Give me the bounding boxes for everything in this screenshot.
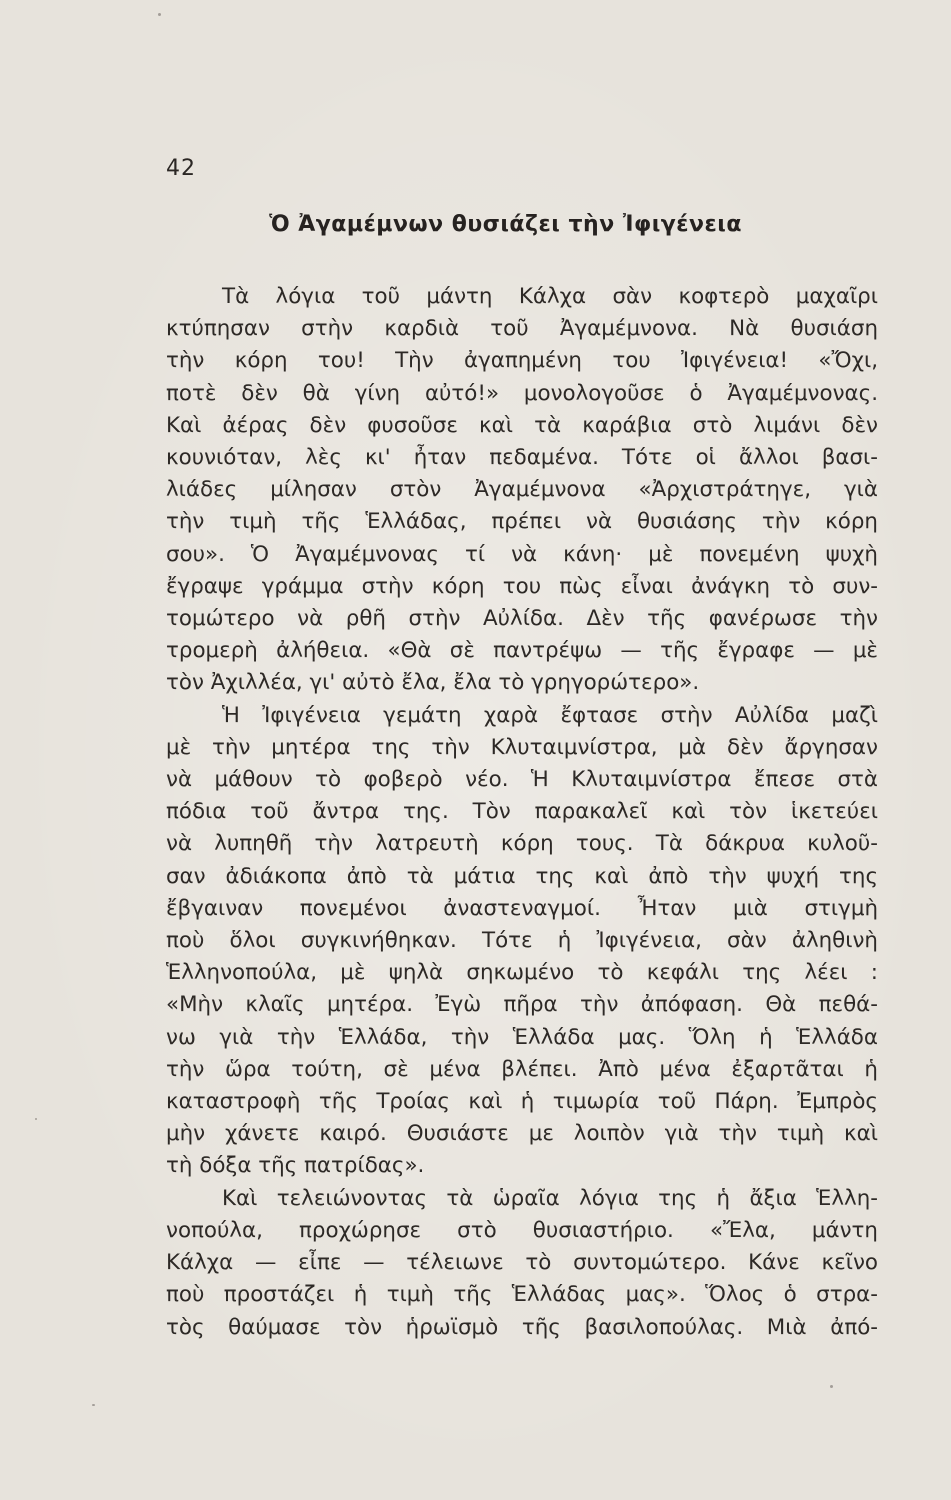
text-line: νὰ λυπηθῆ τὴν λατρευτὴ κόρη τους. Τὰ δάκρυα κυλοῦ- xyxy=(166,831,878,857)
text-line: τὴ δόξα τῆς πατρίδας». xyxy=(166,1153,425,1179)
text-line: Καὶ ἀέρας δὲν φυσοῦσε καὶ τὰ καράβια στὸ λιμάνι δὲν xyxy=(166,412,878,438)
text-line: μὲ τὴν μητέρα της τὴν Κλυταιμνίστρα, μὰ δὲν ἄργησαν xyxy=(166,734,878,760)
page-number: 42 xyxy=(166,156,196,181)
text-line: τρομερὴ ἀλήθεια. «Θὰ σὲ παντρέψω — τῆς ἔγραφε — μὲ xyxy=(166,638,878,664)
text-line: σαν ἀδιάκοπα ἀπὸ τὰ μάτια της καὶ ἀπὸ τὴν ψυχή της xyxy=(166,863,878,889)
text-line: τὴν κόρη του! Τὴν ἀγαπημένη του Ἰφιγένεια! «Ὄχι, xyxy=(166,348,878,374)
text-line: τὸν Ἀχιλλέα, γι' αὐτὸ ἔλα, ἔλα τὸ γρηγορώτερο». xyxy=(166,670,700,696)
text-line: ποὺ ὅλοι συγκινήθηκαν. Τότε ἡ Ἰφιγένεια, σὰν ἀληθινὴ xyxy=(166,928,878,954)
text-line: Κάλχα — εἶπε — τέλειωνε τὸ συντομώτερο. Κάνε κεῖνο xyxy=(166,1250,878,1276)
text-line: νὰ μάθουν τὸ φοβερὸ νέο. Ἡ Κλυταιμνίστρα ἔπεσε στὰ xyxy=(166,767,878,793)
text-line: τομώτερο νὰ ρθῆ στὴν Αὐλίδα. Δὲν τῆς φανέρωσε τὴν xyxy=(166,606,878,632)
text-line: Ἡ Ἰφιγένεια γεμάτη χαρὰ ἔφτασε στὴν Αὐλίδα μαζὶ xyxy=(222,702,878,728)
text-line: ποτὲ δὲν θὰ γίνη αὐτό!» μονολογοῦσε ὁ Ἀγαμέμνονας. xyxy=(166,380,878,406)
text-line: κουνιόταν, λὲς κι' ἦταν πεδαμένα. Τότε οἱ ἄλλοι βασι- xyxy=(166,445,878,471)
text-line: τὴν τιμὴ τῆς Ἑλλάδας, πρέπει νὰ θυσιάσης τὴν κόρη xyxy=(166,509,878,535)
text-line: τὸς θαύμασε τὸν ἡρωϊσμὸ τῆς βασιλοπούλας. Μιὰ ἀπό- xyxy=(166,1314,878,1340)
paper-speck xyxy=(830,1385,833,1388)
text-line: μὴν χάνετε καιρό. Θυσιάστε με λοιπὸν γιὰ τὴν τιμὴ καὶ xyxy=(166,1121,878,1147)
text-line: ἔγραψε γράμμα στὴν κόρη του πὼς εἶναι ἀνάγκη τὸ συν- xyxy=(166,573,878,599)
text-line: «Μὴν κλαῖς μητέρα. Ἐγὼ πῆρα τὴν ἀπόφαση. Θὰ πεθά- xyxy=(166,992,878,1018)
text-line: κτύπησαν στὴν καρδιὰ τοῦ Ἀγαμέμνονα. Νὰ θυσιάση xyxy=(166,316,878,342)
text-line: Ἑλληνοπούλα, μὲ ψηλὰ σηκωμένο τὸ κεφάλι της λέει : xyxy=(166,960,878,986)
paper-speck xyxy=(158,13,161,16)
text-line: νοπούλα, προχώρησε στὸ θυσιαστήριο. «Ἔλα, μάντη xyxy=(166,1217,878,1243)
text-line: ποὺ προστάζει ἡ τιμὴ τῆς Ἑλλάδας μας». Ὅλος ὁ στρα- xyxy=(166,1282,878,1308)
text-line: νω γιὰ τὴν Ἑλλάδα, τὴν Ἑλλάδα μας. Ὅλη ἡ Ἑλλάδα xyxy=(166,1024,878,1050)
text-line: λιάδες μίλησαν στὸν Ἀγαμέμνονα «Ἀρχιστράτηγε, γιὰ xyxy=(166,477,878,503)
paper-speck xyxy=(92,1404,95,1406)
text-line: Καὶ τελειώνοντας τὰ ὡραῖα λόγια της ἡ ἄξια Ἑλλη- xyxy=(222,1185,878,1211)
text-line: πόδια τοῦ ἄντρα της. Τὸν παρακαλεῖ καὶ τὸν ἱκετεύει xyxy=(166,799,878,825)
text-line: σου». Ὁ Ἀγαμέμνονας τί νὰ κάνη· μὲ πονεμένη ψυχὴ xyxy=(166,541,878,567)
chapter-title: Ὁ Ἀγαμέμνων θυσιάζει τὴν Ἰφιγένεια xyxy=(269,212,742,237)
paper-speck xyxy=(35,1118,37,1120)
text-line: Τὰ λόγια τοῦ μάντη Κάλχα σὰν κοφτερὸ μαχαῖρι xyxy=(222,284,878,309)
text-line: τὴν ὥρα τούτη, σὲ μένα βλέπει. Ἀπὸ μένα ἐξαρτᾶται ἡ xyxy=(166,1056,878,1082)
body-text xyxy=(166,281,878,1344)
text-line: ἔβγαιναν πονεμένοι ἀναστεναγμοί. Ἦταν μιὰ στιγμὴ xyxy=(166,895,878,921)
text-line: καταστροφὴ τῆς Τροίας καὶ ἡ τιμωρία τοῦ Πάρη. Ἐμπρὸς xyxy=(166,1089,878,1115)
